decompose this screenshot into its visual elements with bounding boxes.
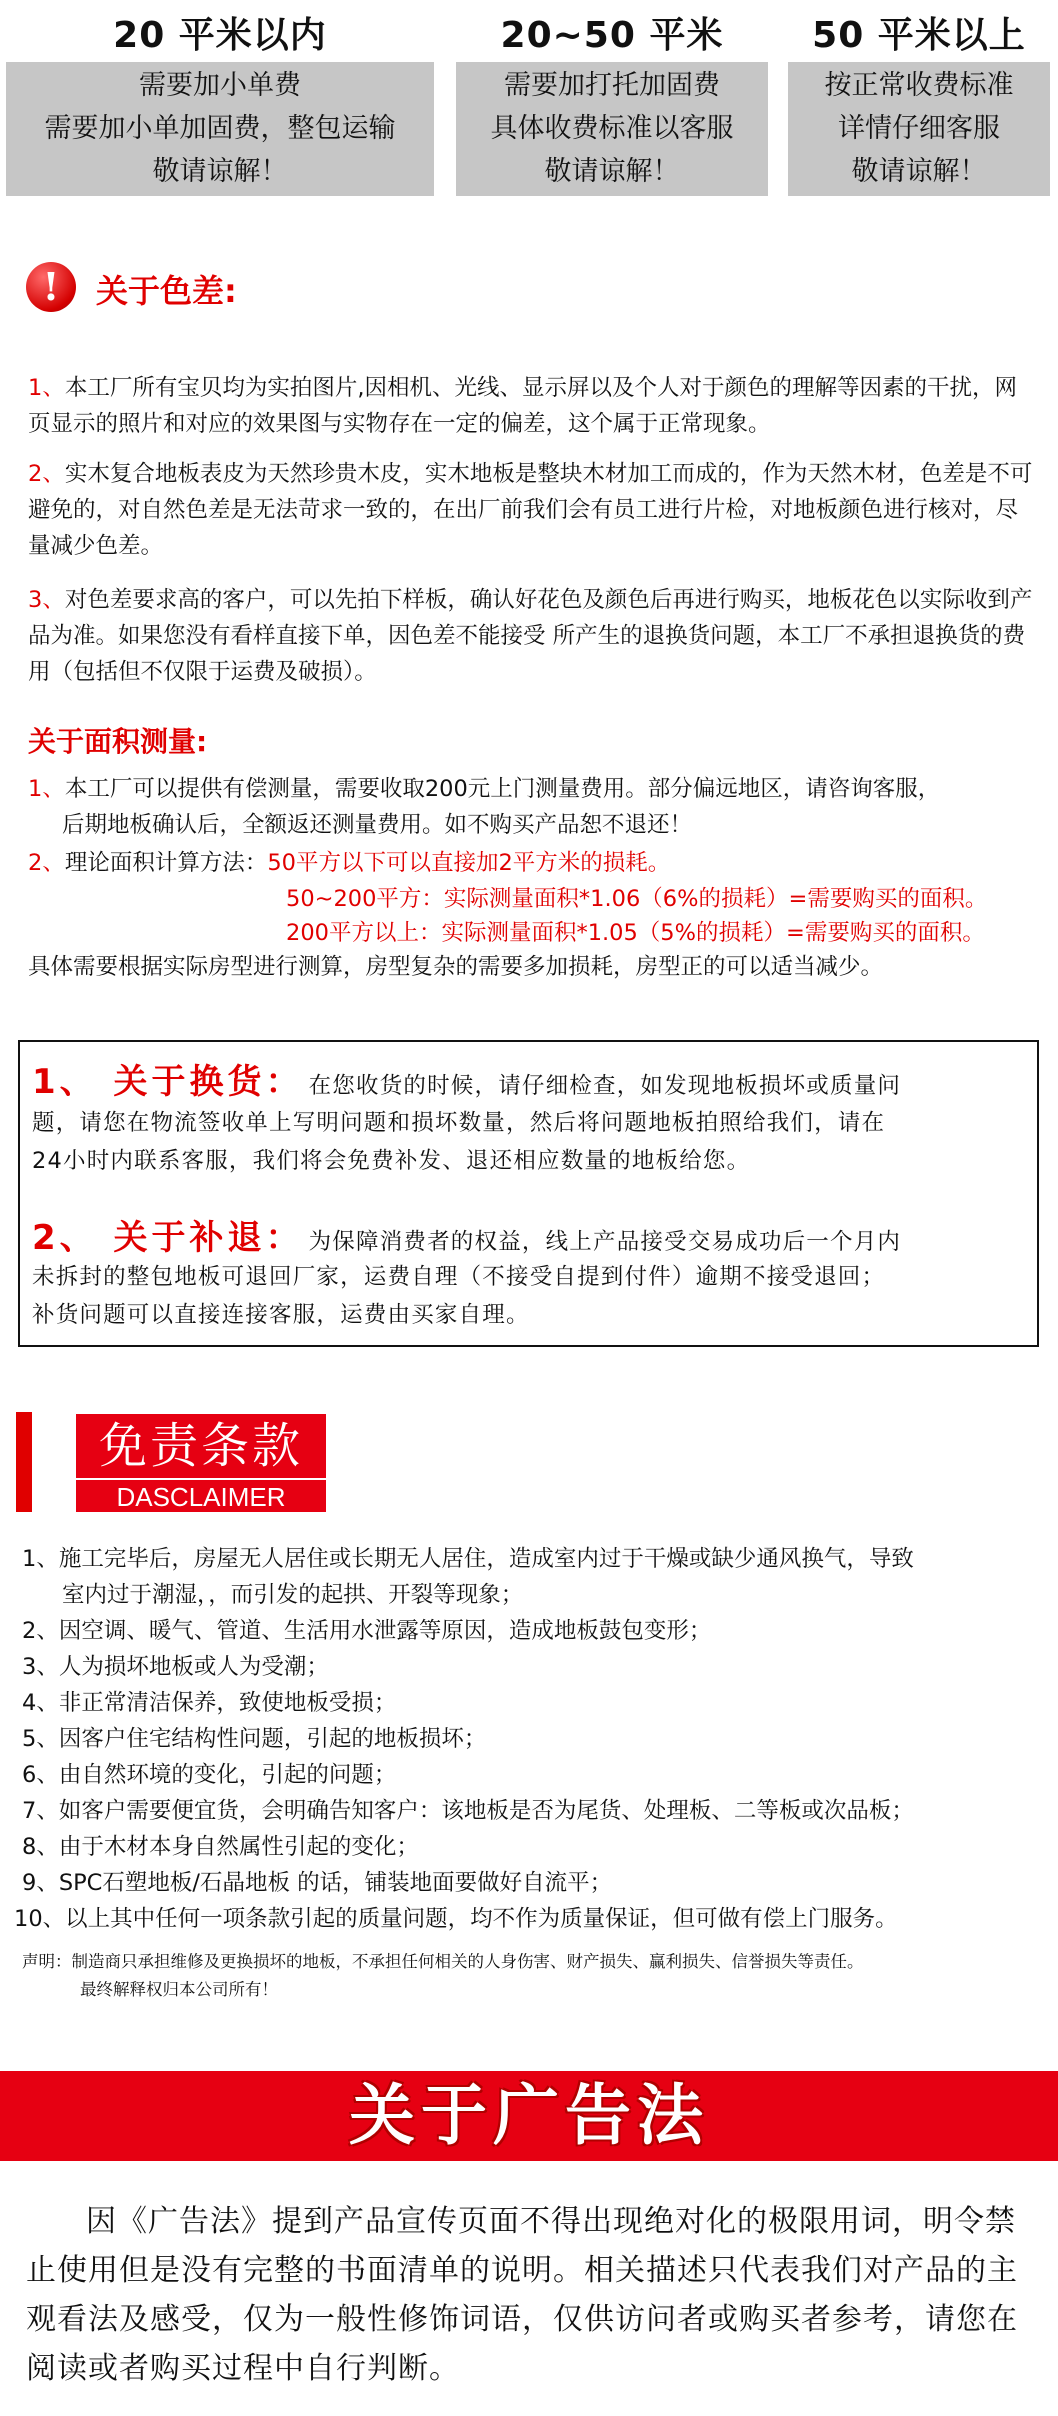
tier-line: 需要加小单加固费，整包运输 [44, 113, 396, 144]
tier-line: 敬请谅解！ [544, 156, 680, 187]
disclaimer-item: 4、非正常清洁保养，致使地板受损； [22, 1690, 397, 1716]
disclaimer-title-cn: 免责条款 [76, 1414, 326, 1478]
tier-box-2 [456, 62, 768, 196]
area-line-5: 具体需要根据实际房型进行测算，房型复杂的需要多加损耗，房型正的可以适当减少。 [28, 954, 884, 980]
refund-heading: 2、 关于补退： [32, 1218, 304, 1258]
tier-line: 按正常收费标准 [824, 70, 1014, 101]
area-l2-label: 2、 [28, 850, 65, 876]
tier-line: 敬请谅解！ [152, 156, 288, 187]
exchange-text-b: 题，请您在物流签收单上写明问题和损坏数量，然后将问题地板拍照给我们，请在 [32, 1110, 886, 1136]
area-l2-text: 理论面积计算方法： [64, 850, 268, 876]
area-line-1b: 后期地板确认后，全额返还测量费用。如不购买产品恕不退还！ [62, 812, 693, 838]
tier-title-2: 20~50 平米 [500, 15, 724, 56]
exchange-text-a: 在您收货的时候，请仔细检查，如发现地板损坏或质量问 [308, 1073, 902, 1099]
area-l1-label: 1、 [28, 776, 65, 802]
exchange-heading: 1、 关于换货： [32, 1062, 304, 1102]
refund-text-a: 为保障消费者的权益，线上产品接受交易成功后一个月内 [308, 1229, 902, 1255]
refund-text-b: 未拆封的整包地板可退回厂家，运费自理（不接受自提到付件）逾期不接受退回； [32, 1264, 886, 1290]
color-diff-p3 [28, 546, 1038, 690]
disclaimer-item: 8、由于木材本身自然属性引起的变化； [22, 1834, 419, 1860]
p1-label: 1、 [28, 375, 65, 401]
tier-line: 需要加小单费 [139, 70, 301, 101]
area-line-1 [28, 772, 940, 806]
disclaimer-accent-bar [16, 1412, 32, 1512]
tier-box-3 [788, 62, 1050, 196]
exchange-text-c: 24小时内联系客服，我们将会免费补发、退还相应数量的地板给您。 [32, 1148, 751, 1174]
p1-text: 本工厂所有宝贝均为实拍图片,因相机、光线、显示屏以及个人对于颜色的理解等因素的干扰，网页显示的照片和对应的效果图与实物存在一定的偏差，这个属于正常现象。 [28, 375, 1017, 437]
exchange-block [32, 1054, 1032, 1180]
tier-box-1 [6, 62, 434, 196]
disclaimer-item: 3、人为损坏地板或人为受潮； [22, 1654, 329, 1680]
disclaimer-statement: 声明：制造商只承担维修及更换损坏的地板，不承担任何相关的人身伤害、财产损失、赢利损失、信誉损失等责任。 [22, 1952, 864, 1971]
disclaimer-item: 9、SPC石塑地板/石晶地板 的话，铺装地面要做好自流平； [22, 1870, 613, 1896]
disclaimer-item: 室内过于潮湿，，而引发的起拱、开裂等现象； [62, 1582, 524, 1608]
ad-law-body: 因《广告法》提到产品宣传页面不得出现绝对化的极限用词，明令禁止使用但是没有完整的书面清单的说明。相关描述只代表我们对产品的主观看法及感受，仅为一般性修饰词语，仅供访问者或购买者参考，请您在阅读或者购买过程中自行判断。 [26, 2204, 1018, 2386]
p2-label: 2、 [28, 461, 65, 487]
tier-title-1: 20 平米以内 [113, 15, 327, 56]
disclaimer-final-right: 最终解释权归本公司所有！ [80, 1980, 278, 1999]
color-diff-title: 关于色差: [96, 272, 237, 310]
area-title: 关于面积测量: [28, 725, 208, 758]
refund-text-c: 补货问题可以直接连接客服，运费由买家自理。 [32, 1302, 530, 1328]
disclaimer-title-en: DASCLAIMER [76, 1478, 326, 1512]
tier-line: 需要加打托加固费 [504, 70, 720, 101]
area-l2-red: 50平方以下可以直接加2平方米的损耗。 [267, 850, 671, 876]
tier-line: 详情仔细客服 [838, 113, 1000, 144]
area-line-4: 200平方以上：实际测量面积*1.05（5%的损耗）=需要购买的面积。 [286, 920, 985, 946]
area-line-3: 50~200平方：实际测量面积*1.06（6%的损耗）=需要购买的面积。 [286, 886, 988, 912]
disclaimer-item: 1、施工完毕后，房屋无人居住或长期无人居住，造成室内过于干燥或缺少通风换气，导致 [22, 1546, 914, 1572]
p2-text: 实木复合地板表皮为天然珍贵木皮，实木地板是整块木材加工而成的，作为天然木材，色差是不可避免的，对自然色差是无法苛求一致的，在出厂前我们会有员工进行片检，对地板颜色进行核对，尽量减少色差。 [28, 461, 1033, 559]
disclaimer-item: 5、因客户住宅结构性问题，引起的地板损坏； [22, 1726, 487, 1752]
tier-line: 具体收费标准以客服 [490, 113, 734, 144]
p3-text: 对色差要求高的客户，可以先拍下样板，确认好花色及颜色后再进行购买，地板花色以实际收到产品为准。如果您没有看样直接下单，因色差不能接受 所产生的退换货问题，本工厂不承担退换货的费用（包括但不仅限于运费及破损）。 [28, 587, 1033, 685]
exclamation-icon: ! [26, 262, 76, 312]
tier-line: 敬请谅解！ [851, 156, 987, 187]
color-diff-p2 [28, 420, 1038, 564]
area-line-2 [28, 846, 670, 880]
refund-block [32, 1210, 1032, 1334]
disclaimer-item: 6、由自然环境的变化，引起的问题； [22, 1762, 397, 1788]
ad-law-title: 关于广告法 [349, 2077, 709, 2154]
p3-label: 3、 [28, 587, 65, 613]
tier-title-3: 50 平米以上 [812, 15, 1026, 56]
area-l1-text: 本工厂可以提供有偿测量，需要收取200元上门测量费用。部分偏远地区，请咨询客服， [64, 776, 941, 802]
disclaimer-item: 2、因空调、暖气、管道、生活用水泄露等原因，造成地板鼓包变形； [22, 1618, 712, 1644]
disclaimer-item: 7、如客户需要便宜货，会明确告知客户：该地板是否为尾货、处理板、二等板或次品板； [22, 1798, 914, 1824]
disclaimer-item: 10、以上其中任何一项条款引起的质量问题，均不作为质量保证，但可做有偿上门服务。 [14, 1906, 898, 1932]
